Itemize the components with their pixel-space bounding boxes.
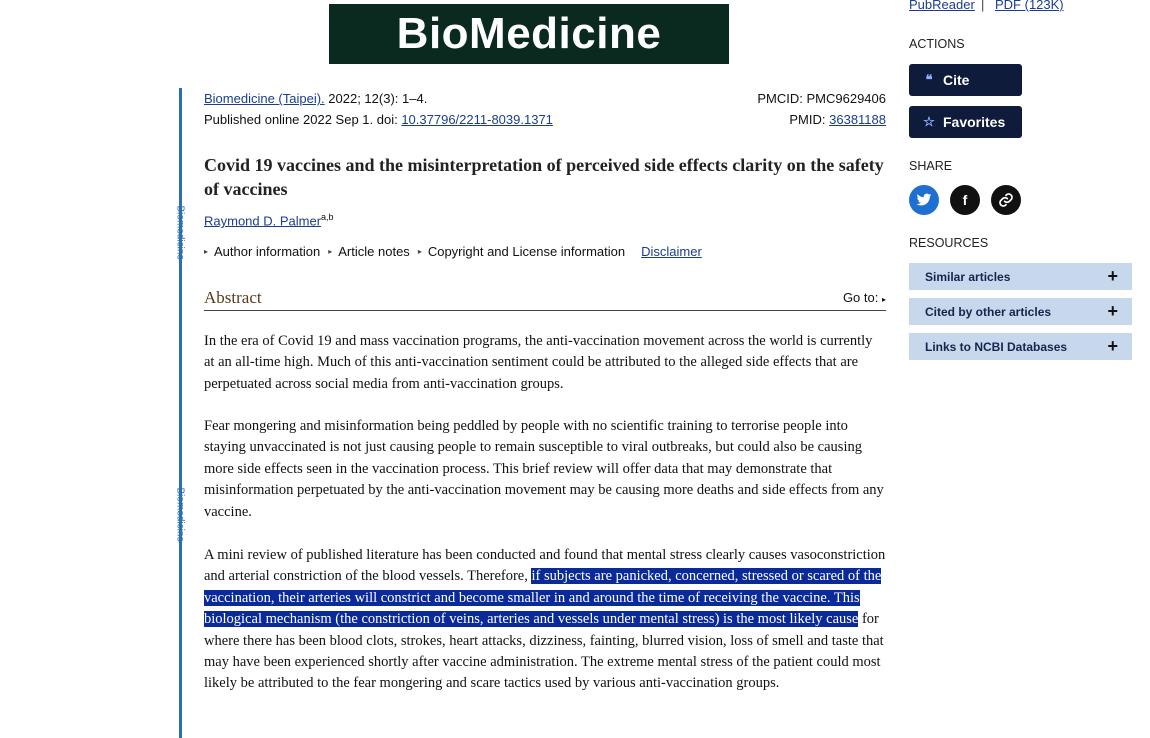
pmid-line — [789, 112, 886, 127]
quote-icon: ❝ — [925, 72, 933, 87]
plus-icon: + — [1107, 266, 1118, 286]
pubreader-link[interactable]: PubReader — [909, 0, 975, 12]
ncbi-links-accordion[interactable]: Links to NCBI Databases + — [909, 333, 1132, 360]
article-info-bar — [204, 244, 702, 259]
share-label: SHARE — [909, 159, 953, 173]
pmcid: PMCID: PMC9629406 — [757, 91, 886, 106]
similar-articles-accordion[interactable]: Similar articles + — [909, 263, 1132, 290]
article-notes-toggle[interactable]: ▸ Article notes — [328, 244, 410, 259]
copyright-toggle[interactable]: ▸ Copyright and License information — [417, 244, 626, 259]
triangle-right-icon: ▸ — [881, 295, 886, 304]
citation-line — [204, 91, 427, 106]
copy-link-button[interactable] — [991, 185, 1021, 215]
cite-button[interactable]: ❝ Cite — [909, 64, 1022, 96]
abstract-paragraph-3: A mini review of published literature has been conducted and found that mental stress clearly causes vasoconstriction and arterial constriction of the blood vessels. Therefore, if subjects are panicked, concerned, stressed or scared of the vaccination, their arteries will constrict and become smaller in and around the time of receiving the vaccine. This biological mechanism (the constriction of veins, arteries and vessels under mental stress) is the most likely cause for where there has been blood clots, strokes, heart attacks, dizziness, fainting, blurred vision, loss of smell and taste that may have been experienced shortly after vaccine administration. The extreme mental stress of the patient could most likely be attributed to the fear mongering and scare tactics used by various anti-vaccination groups. — [204, 547, 886, 692]
author-link[interactable]: Raymond D. Palmer — [204, 213, 322, 229]
resources-label: RESOURCES — [909, 236, 989, 250]
facebook-icon: f — [962, 192, 968, 208]
author-line — [204, 212, 334, 228]
pmid-label: PMID: — [789, 112, 830, 127]
favorites-button[interactable]: ☆ Favorites — [909, 106, 1022, 138]
abstract-header — [204, 286, 886, 311]
published-line — [204, 112, 553, 127]
abstract-paragraph-2: Fear mongering and misinformation being peddled by people with no scientific training to terrorise people into staying unvaccinated is not just causing people to remain susceptible to viral outbreaks, but could also be causing more side effects seen in the vaccination process. This brief review will offer data that may demonstrate that misinformation perpetuated by the anti-vaccination movement may be causing more deaths and side effects from any vaccine. — [204, 418, 884, 520]
plus-icon: + — [1107, 301, 1118, 321]
link-separator: | — [981, 0, 985, 12]
cited-by-accordion[interactable]: Cited by other articles + — [909, 298, 1132, 325]
journal-link[interactable]: Biomedicine (Taipei). — [204, 91, 325, 106]
twitter-share-button[interactable] — [909, 185, 939, 215]
journal-logo-text: BioMedicine — [396, 9, 662, 58]
published-text: Published online 2022 Sep 1. doi: — [204, 112, 402, 127]
journal-banner — [329, 4, 729, 64]
triangle-right-icon: ▸ — [328, 247, 333, 256]
triangle-right-icon: ▸ — [417, 247, 422, 256]
author-information-toggle[interactable]: ▸ Author information — [204, 244, 321, 259]
goto-menu[interactable]: Go to: ▸ — [842, 290, 886, 305]
side-watermark-bottom: Biomedicine — [174, 487, 186, 542]
facebook-share-button[interactable] — [950, 185, 980, 215]
pmid-link[interactable]: 36381188 — [829, 112, 886, 127]
selected-text-highlight[interactable]: if subjects are panicked, concerned, stressed or scared of the vaccination, their arteries will constrict and become smaller in and around the time of receiving the vaccine. This biological mechanism (the constriction of veins, arteries and vessels under mental stress) is the most likely cause — [204, 568, 882, 628]
side-watermark-top: Biomedicine — [174, 205, 186, 260]
article-side-rule — [179, 88, 182, 738]
star-icon: ☆ — [923, 114, 935, 129]
triangle-right-icon: ▸ — [204, 247, 209, 256]
article-title: Covid 19 vaccines and the misinterpretation of perceived side effects clarity on the safety of vaccines — [204, 155, 884, 199]
pdf-link[interactable]: PDF (123K) — [995, 0, 1064, 12]
abstract-heading: Abstract — [204, 288, 262, 307]
plus-icon: + — [1107, 336, 1118, 356]
citation-details: 2022; 12(3): 1–4. — [324, 91, 428, 106]
doi-link[interactable]: 10.37796/2211-8039.1371 — [401, 112, 553, 127]
abstract-paragraph-1: In the era of Covid 19 and mass vaccination programs, the anti-vaccination movement across the world is currently at an all-time high. Much of this anti-vaccination sentiment could be attributed to the alleged side effects that are perpetuated across social media from anti-vaccination groups. — [204, 333, 873, 392]
author-affiliation[interactable]: a,b — [321, 212, 334, 222]
actions-label: ACTIONS — [909, 37, 965, 51]
link-icon — [998, 192, 1014, 208]
twitter-icon — [916, 193, 932, 207]
disclaimer-link[interactable]: Disclaimer — [641, 244, 702, 259]
